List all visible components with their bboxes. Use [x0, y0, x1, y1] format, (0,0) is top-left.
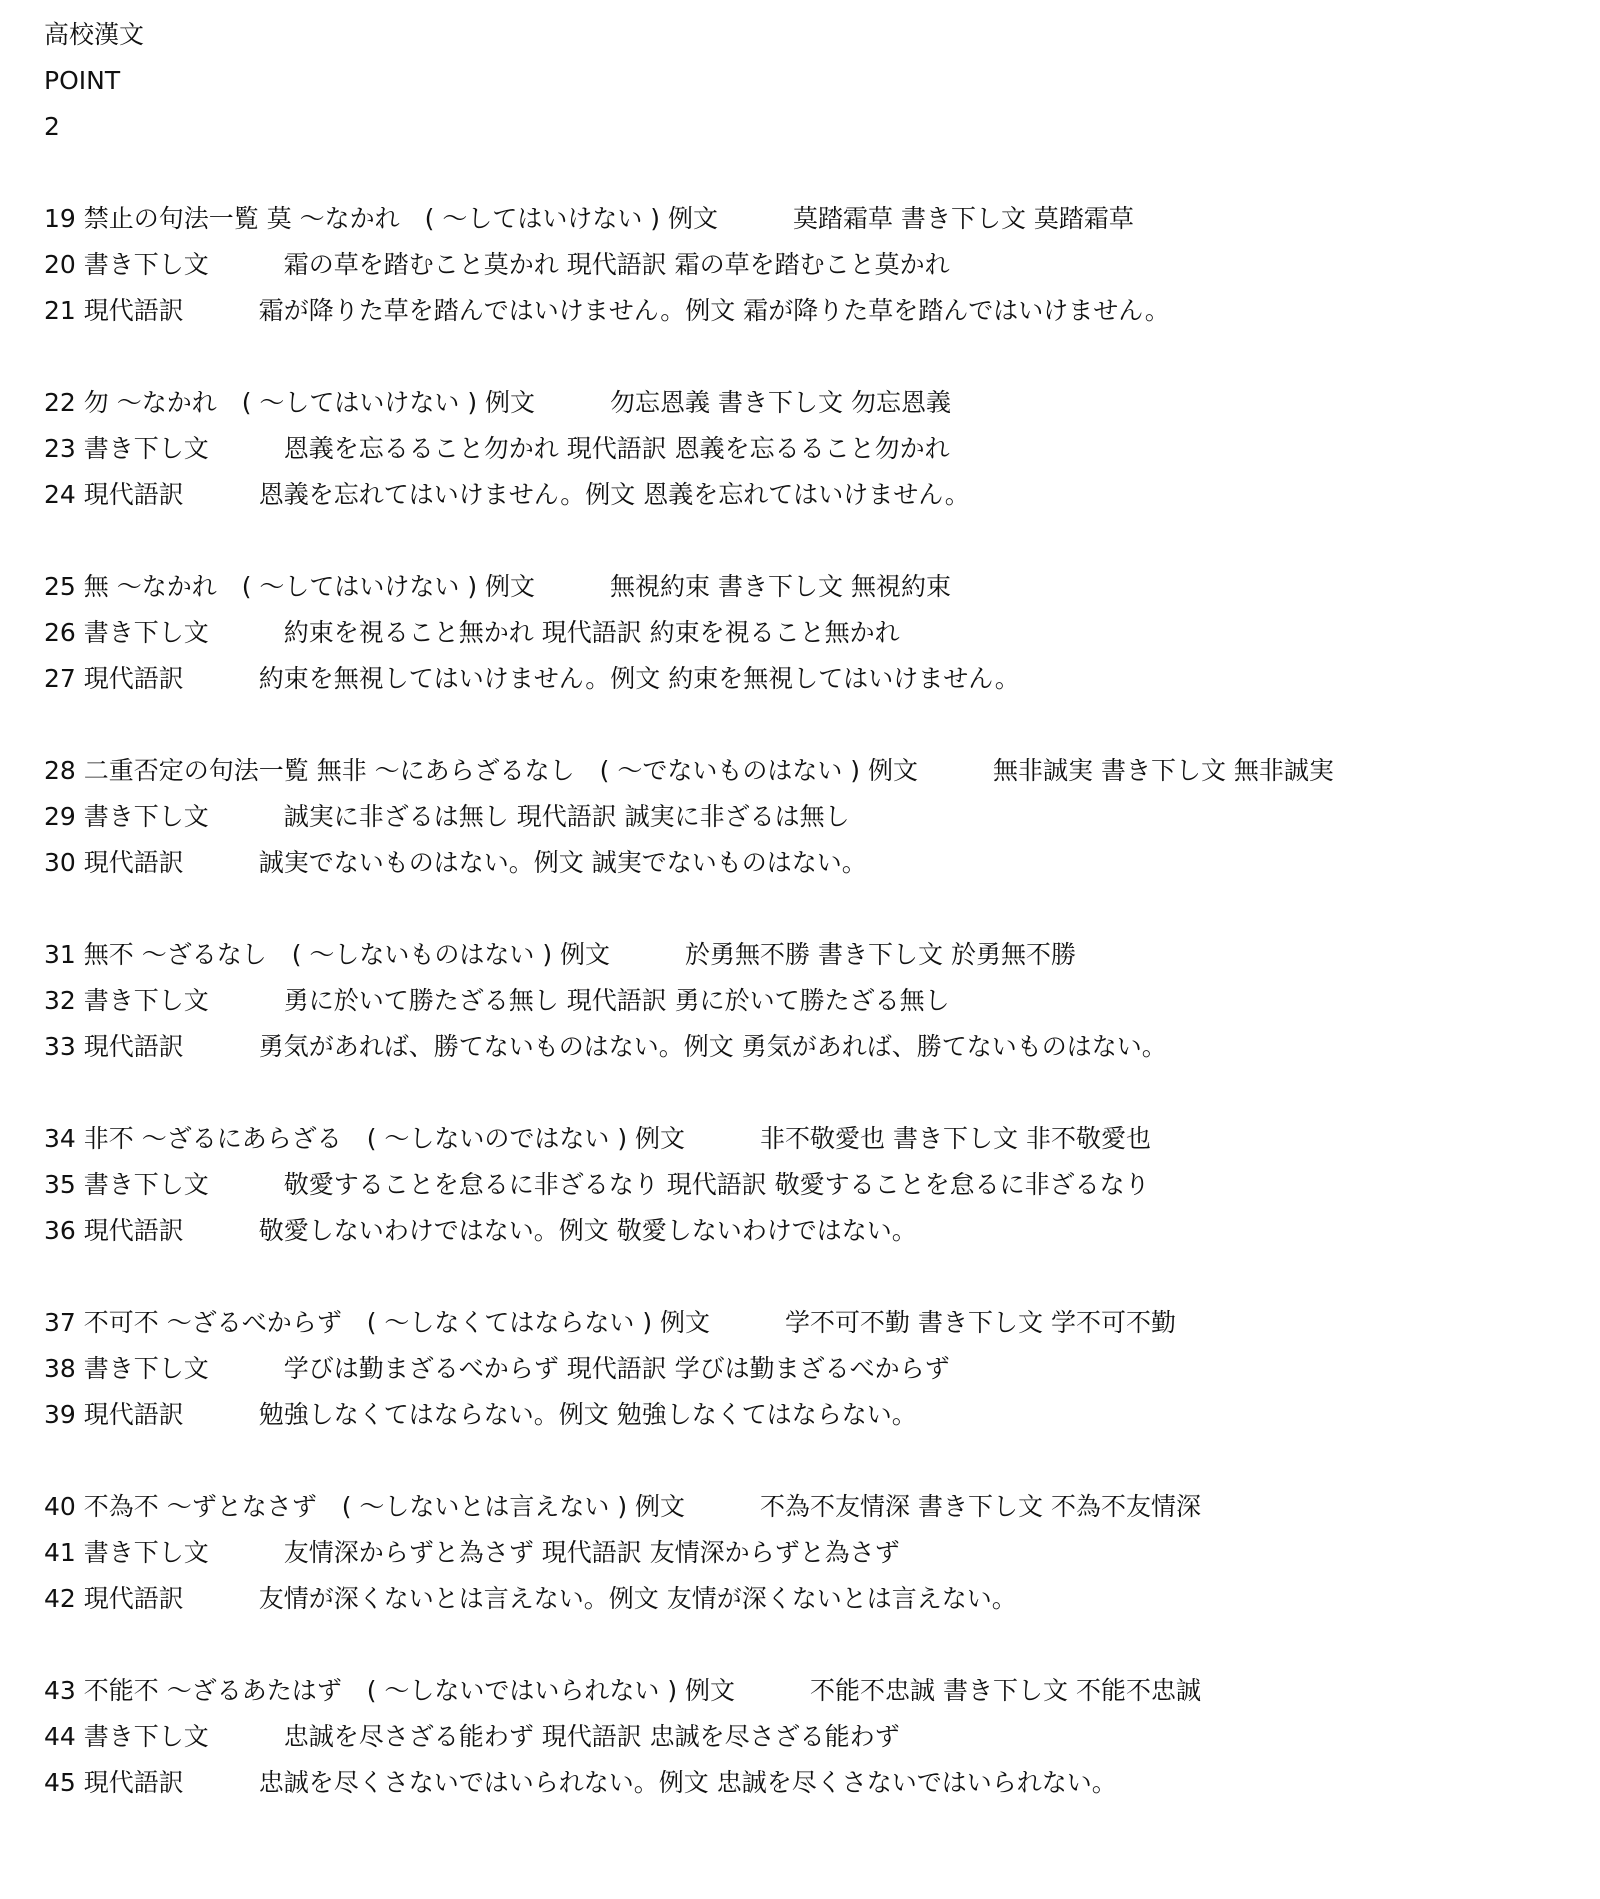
text-line: 30 現代語訳 誠実でないものはない。例文 誠実でないものはない。: [44, 848, 867, 877]
document-title: 高校漢文: [44, 20, 145, 49]
entry-group: [44, 196, 1564, 334]
text-line: 19 禁止の句法一覧 莫 〜なかれ ( 〜してはいけない ) 例文 莫踏霜草 書き下し文 莫踏霜草: [44, 204, 1134, 233]
text-line: 44 書き下し文 忠誠を尽さざる能わず 現代語訳 忠誠を尽さざる能わず: [44, 1722, 900, 1751]
entry-group: [44, 380, 1564, 518]
entry-group: [44, 1300, 1564, 1438]
text-line: 35 書き下し文 敬愛することを怠るに非ざるなり 現代語訳 敬愛することを怠るに非ざるなり: [44, 1170, 1150, 1199]
text-line: 28 二重否定の句法一覧 無非 〜にあらざるなし ( 〜でないものはない ) 例文 無非誠実 書き下し文 無非誠実: [44, 756, 1334, 785]
text-line: 34 非不 〜ざるにあらざる ( 〜しないのではない ) 例文 非不敬愛也 書き下し文 非不敬愛也: [44, 1124, 1151, 1153]
text-line: 42 現代語訳 友情が深くないとは言えない。例文 友情が深くないとは言えない。: [44, 1584, 1017, 1613]
entry-group: [44, 1484, 1564, 1622]
text-line: 32 書き下し文 勇に於いて勝たざる無し 現代語訳 勇に於いて勝たざる無し: [44, 986, 950, 1015]
text-line: 36 現代語訳 敬愛しないわけではない。例文 敬愛しないわけではない。: [44, 1216, 917, 1245]
text-line: 22 勿 〜なかれ ( 〜してはいけない ) 例文 勿忘恩義 書き下し文 勿忘恩義: [44, 388, 951, 417]
text-line: 38 書き下し文 学びは勤まざるべからず 現代語訳 学びは勤まざるべからず: [44, 1354, 950, 1383]
text-line: 29 書き下し文 誠実に非ざるは無し 現代語訳 誠実に非ざるは無し: [44, 802, 850, 831]
text-line: 37 不可不 〜ざるべからず ( 〜しなくてはならない ) 例文 学不可不勤 書き下し文 学不可不勤: [44, 1308, 1176, 1337]
text-line: 33 現代語訳 勇気があれば、勝てないものはない。例文 勇気があれば、勝てないものはない。: [44, 1032, 1167, 1061]
page-number: 2: [44, 112, 60, 141]
text-line: 20 書き下し文 霜の草を踏むこと莫かれ 現代語訳 霜の草を踏むこと莫かれ: [44, 250, 950, 279]
text-line: 24 現代語訳 恩義を忘れてはいけません。例文 恩義を忘れてはいけません。: [44, 480, 970, 509]
document-page: [44, 12, 1564, 1806]
text-line: 39 現代語訳 勉強しなくてはならない。例文 勉強しなくてはならない。: [44, 1400, 917, 1429]
entry-group: [44, 932, 1564, 1070]
text-line: 31 無不 〜ざるなし ( 〜しないものはない ) 例文 於勇無不勝 書き下し文 於勇無不勝: [44, 940, 1076, 969]
text-line: 27 現代語訳 約束を無視してはいけません。例文 約束を無視してはいけません。: [44, 664, 1020, 693]
entry-group: [44, 564, 1564, 702]
text-line: 41 書き下し文 友情深からずと為さず 現代語訳 友情深からずと為さず: [44, 1538, 900, 1567]
text-line: 43 不能不 〜ざるあたはず ( 〜しないではいられない ) 例文 不能不忠誠 書き下し文 不能不忠誠: [44, 1676, 1201, 1705]
text-line: 40 不為不 〜ずとなさず ( 〜しないとは言えない ) 例文 不為不友情深 書き下し文 不為不友情深: [44, 1492, 1201, 1521]
entry-group: [44, 1668, 1564, 1806]
document-subtitle: POINT: [44, 66, 121, 95]
text-line: 21 現代語訳 霜が降りた草を踏んではいけません。例文 霜が降りた草を踏んではいけません。: [44, 296, 1170, 325]
text-line: 26 書き下し文 約束を視ること無かれ 現代語訳 約束を視ること無かれ: [44, 618, 900, 647]
text-line: 45 現代語訳 忠誠を尽くさないではいられない。例文 忠誠を尽くさないではいられない。: [44, 1768, 1117, 1797]
text-line: 23 書き下し文 恩義を忘るること勿かれ 現代語訳 恩義を忘るること勿かれ: [44, 434, 950, 463]
text-line: 25 無 〜なかれ ( 〜してはいけない ) 例文 無視約束 書き下し文 無視約束: [44, 572, 951, 601]
entry-group: [44, 748, 1564, 886]
entry-group: [44, 1116, 1564, 1254]
